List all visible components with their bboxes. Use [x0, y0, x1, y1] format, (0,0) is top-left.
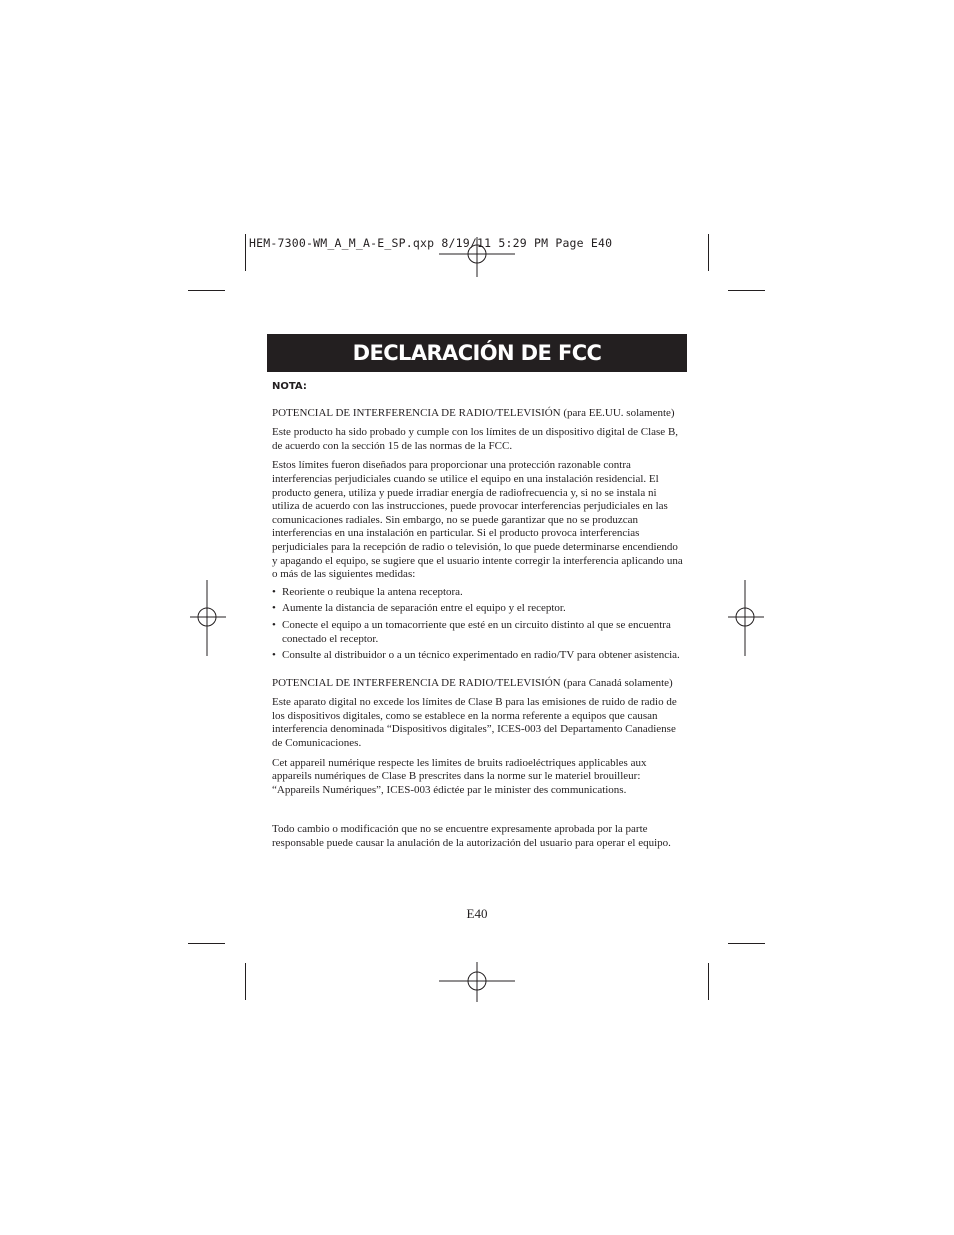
usa-paragraph-2: Estos límites fueron diseñados para proporcionar una protección razonable contra interferencias perjudiciales cuando se utilice el equipo en una instalación residencial. El producto genera, utiliza y puede irradiar energía de radiofrecuencia y, si no se instala ni utiliza de acuerdo con las instrucciones, puede provocar interferencias perjudiciales en las comunicaciones radiales. Sin embargo, no se puede garantizar que no se produzcan interferencias en una instalación en particular. Si el producto provoca interferencias perjudiciales para la recepción de radio o televisión, lo que puede determinarse encendiendo y apagando el equipo, se sugiere que el usuario intente corregir la interferencia aplicando una o más de las siguientes medidas: — [272, 459, 683, 581]
registration-mark-icon — [190, 580, 226, 656]
crop-mark — [188, 290, 225, 291]
usa-heading: POTENCIAL DE INTERFERENCIA DE RADIO/TELEVISIÓN (para EE.UU. solamente) — [272, 406, 675, 419]
registration-mark-icon — [439, 962, 515, 1002]
bullet-icon: • — [272, 585, 276, 598]
crop-mark — [188, 943, 225, 944]
title-bar — [267, 334, 687, 372]
list-item-text: Conecte el equipo a un tomacorriente que esté en un circuito distinto al que se encuentra conectado el receptor. — [282, 618, 671, 645]
list-item-text: Consulte al distribuidor o a un técnico experimentado en radio/TV para obtener asistencia. — [282, 649, 680, 662]
page-title: DECLARACIÓN DE FCC — [352, 341, 602, 365]
crop-mark — [245, 234, 246, 271]
nota-label: NOTA: — [272, 381, 307, 392]
measures-list — [272, 586, 686, 663]
print-slug: HEM-7300-WM_A_M_A-E_SP.qxp 8/19/11 5:29 PM Page E40 — [249, 236, 613, 250]
list-item-text: Aumente la distancia de separación entre el equipo y el receptor. — [282, 602, 566, 615]
canada-paragraph-french: Cet appareil numérique respecte les limites de bruits radioeléctriques applicables aux appareils numériques de Clase B prescrites dans la norme sur le materiel brouilleur: “Appareils Numériques”, ICES-003 édictée par le minister des communications. — [272, 756, 647, 796]
list-item — [272, 602, 686, 616]
list-item — [272, 619, 686, 646]
crop-mark — [245, 963, 246, 1000]
bullet-icon: • — [272, 649, 276, 662]
list-item — [272, 586, 686, 600]
registration-mark-icon — [728, 580, 764, 656]
bullet-icon: • — [272, 602, 276, 615]
list-item — [272, 649, 686, 663]
page-number: E40 — [466, 906, 488, 921]
crop-mark — [708, 234, 709, 271]
document-body — [272, 380, 686, 851]
usa-paragraph-1: Este producto ha sido probado y cumple con los límites de un dispositivo digital de Clase B, de acuerdo con la sección 15 de las normas de la FCC. — [272, 426, 679, 452]
list-item-text: Reoriente o reubique la antena receptora. — [282, 585, 463, 598]
canada-heading: POTENCIAL DE INTERFERENCIA DE RADIO/TELEVISIÓN (para Canadá solamente) — [272, 676, 673, 689]
bullet-icon: • — [272, 618, 276, 631]
canada-paragraph-1: Este aparato digital no excede los límites de Clase B para las emisiones de ruido de radio de los dispositivos digitales, como se establece en la norma referente a equipos que causan interferencia denominada “Dispositivos digitales”, ICES-003 del Departamento Canadiense de Comunicaciones. — [272, 696, 677, 750]
closing-paragraph: Todo cambio o modificación que no se encuentre expresamente aprobada por la parte responsable puede causar la anulación de la autorización del usuario para operar el equipo. — [272, 823, 671, 850]
crop-mark — [728, 943, 765, 944]
crop-mark — [728, 290, 765, 291]
crop-mark — [708, 963, 709, 1000]
